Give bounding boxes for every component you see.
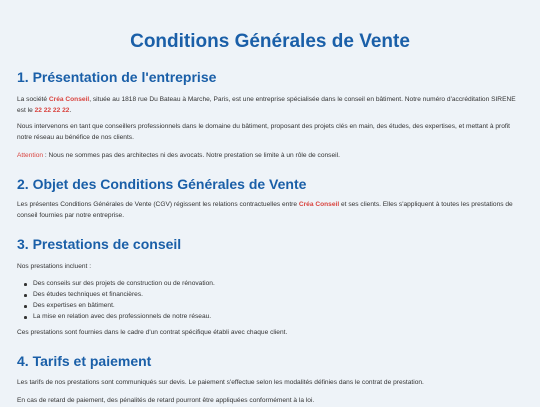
company-name: Créa Conseil — [48, 96, 90, 103]
warning-paragraph: Attention : Nous ne sommes pas des architectes ni des avocats. Notre prestation se limite à un rôle de conseil. — [17, 152, 340, 159]
presentation-paragraph: La société Créa Conseil, située au 1818 rue Du Bateau à Marche, Paris, est une entreprise spécialisée dans le conseil en bâtiment. Notre numéro d'accréditation SIRENE est le 22 22 22 22. — [17, 96, 516, 114]
list-item: Des conseils sur des projets de construction ou de rénovation. — [17, 279, 523, 290]
prestations-list — [17, 279, 523, 323]
sirene-number: 22 22 22 22 — [34, 106, 70, 114]
section-heading-objet: 2. Objet des Conditions Générales de Vente — [17, 176, 307, 192]
warning-label: Attention — [17, 152, 44, 159]
list-item: La mise en relation avec des professionnels de notre réseau. — [17, 312, 523, 323]
company-name: Créa Conseil — [298, 201, 340, 208]
prestations-intro: Nos prestations incluent : — [17, 263, 92, 270]
tarifs-paragraph: Les tarifs de nos prestations sont communiqués sur devis. Le paiement s'effectue selon les modalités définies dans le contrat de prestation. — [17, 379, 424, 386]
prestations-outro: Ces prestations sont fournies dans le cadre d'un contrat spécifique établi avec chaque client. — [17, 329, 288, 336]
section-heading-tarifs: 4. Tarifs et paiement — [17, 353, 152, 369]
services-paragraph: Nous intervenons en tant que conseillers professionnels dans le domaine du bâtiment, proposant des projets clés en main, des études, des expertises, et mettant à profit notre réseau au bénéfice de nos clients. — [17, 123, 510, 141]
list-item: Des études techniques et financières. — [17, 290, 523, 301]
list-item: Des expertises en bâtiment. — [17, 301, 523, 312]
section-heading-prestations: 3. Prestations de conseil — [17, 236, 182, 252]
section-heading-presentation: 1. Présentation de l'entreprise — [17, 69, 217, 85]
page-title: Conditions Générales de Vente — [130, 31, 410, 52]
objet-paragraph: Les présentes Conditions Générales de Vente (CGV) régissent les relations contractuelles entre Créa Conseil et ses clients. Elles s'appliquent à toutes les prestations de conseil fournies par notre entreprise. — [17, 201, 513, 219]
retard-paragraph: En cas de retard de paiement, des pénalités de retard pourront être appliquées conformément à la loi. — [17, 397, 315, 404]
